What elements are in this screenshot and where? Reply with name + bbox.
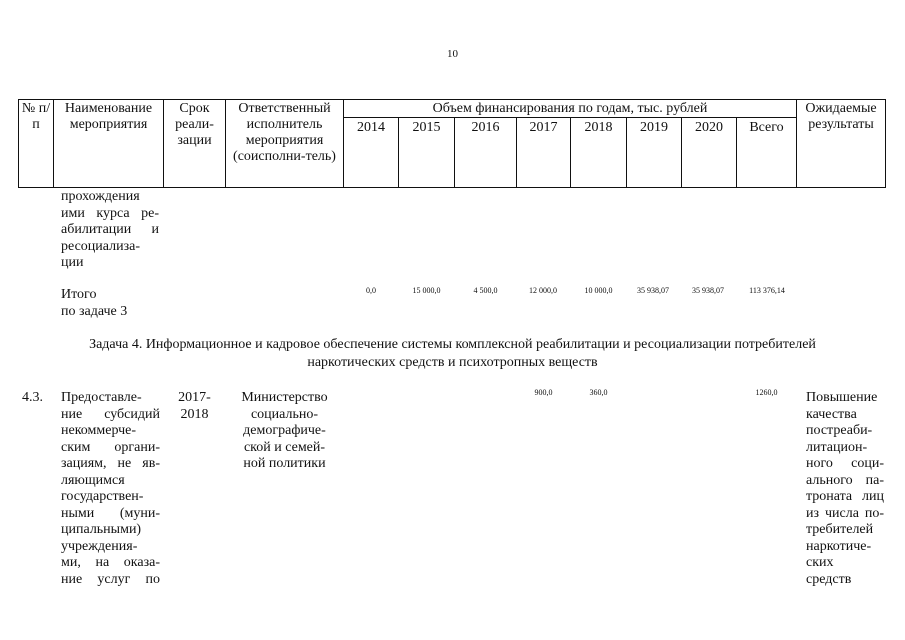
row-name bbox=[61, 390, 160, 588]
row-name-line: ляющимся bbox=[61, 472, 125, 488]
task-4-heading-line: Задача 4. Информационное и кадровое обеспечение системы комплексной реабилитации и ресоциализации потребителей bbox=[89, 337, 816, 352]
row-result-line: наркотиче- bbox=[806, 538, 872, 554]
row-result-line: ного соци- bbox=[806, 456, 884, 471]
row-2018-value: 360,0 bbox=[589, 388, 608, 397]
row-executor bbox=[226, 390, 343, 473]
header-year-2017: 2017 bbox=[529, 120, 558, 135]
row-term-line: 2018 bbox=[180, 406, 209, 422]
task-4-heading bbox=[0, 336, 905, 372]
header-executor: Ответственный исполнитель мероприятия (соисполни-тель) bbox=[233, 101, 336, 164]
row-executor-line: ской и семей- bbox=[243, 439, 326, 455]
row-name-line: Предоставле- bbox=[61, 390, 142, 405]
row-result-line: требителей bbox=[806, 522, 874, 537]
row-2017-value: 900,0 bbox=[534, 388, 553, 397]
row-total-value: 1260,0 bbox=[755, 388, 778, 397]
header-results: Ожидаемые результаты bbox=[805, 101, 877, 132]
row-name-line: государствен- bbox=[61, 489, 144, 504]
row-result-line: из числа по- bbox=[806, 505, 884, 521]
row-result-line: постреаби- bbox=[806, 423, 873, 438]
header-year-2015: 2015 bbox=[412, 120, 441, 135]
total-2018: 10 000,0 bbox=[584, 286, 613, 295]
row-executor-line: ной политики bbox=[243, 456, 326, 471]
row-result-line: средств bbox=[806, 571, 852, 587]
row-number: 4.3. bbox=[22, 390, 43, 405]
row-name-line: учреждения- bbox=[61, 538, 138, 554]
total-2020: 35 938,07 bbox=[692, 286, 724, 295]
row-executor-line: социально- bbox=[250, 406, 319, 422]
continuation-line: ции bbox=[61, 255, 84, 270]
continuation-line: ресоциализа- bbox=[61, 238, 140, 254]
row-term bbox=[164, 390, 225, 423]
total-2016: 4 500,0 bbox=[473, 286, 498, 295]
task-4-heading-line: наркотических средств и психотропных веществ bbox=[307, 355, 598, 370]
header-total: Всего bbox=[749, 120, 784, 135]
total-2014: 0,0 bbox=[366, 286, 376, 295]
continuation-line: прохождения bbox=[61, 189, 140, 204]
header-year-2014: 2014 bbox=[357, 120, 385, 135]
row-result bbox=[806, 390, 884, 588]
row-result-line: качества bbox=[806, 406, 857, 422]
header-year-2018: 2018 bbox=[584, 120, 613, 135]
row-result-line: ских bbox=[806, 555, 834, 570]
row-result-line: литацион- bbox=[806, 439, 868, 455]
row-name-line: ским органи- bbox=[61, 439, 160, 455]
table-header-bottom-border bbox=[18, 187, 885, 188]
col-border bbox=[885, 99, 886, 188]
row-name-line: ние субсидий bbox=[61, 406, 160, 422]
row-name-line: ными (муни- bbox=[61, 505, 160, 521]
row-executor-line: демографиче- bbox=[243, 423, 326, 438]
total-2019: 35 938,07 bbox=[637, 286, 669, 295]
header-name: Наименование мероприятия bbox=[64, 101, 153, 132]
header-term: Срок реали-зации bbox=[175, 101, 214, 148]
row-result-line: ального па- bbox=[806, 472, 884, 488]
total-sum: 113 376,14 bbox=[749, 286, 785, 295]
total-label-line: по задаче 3 bbox=[61, 304, 128, 319]
header-year-2016: 2016 bbox=[471, 120, 500, 135]
total-label bbox=[61, 286, 171, 320]
header-year-2019: 2019 bbox=[640, 120, 668, 135]
row-name-line: некоммерче- bbox=[61, 423, 137, 438]
continuation-line: ими курса ре- bbox=[61, 205, 159, 221]
row-name-line: ние услуг по bbox=[61, 571, 160, 587]
header-num: № п/п bbox=[21, 101, 51, 132]
total-label-line: Итого bbox=[61, 287, 97, 302]
row-name-line: зациям, не яв- bbox=[61, 456, 160, 471]
total-2017: 12 000,0 bbox=[529, 286, 557, 295]
row-name-line: ципальными) bbox=[61, 522, 142, 537]
continuation-text bbox=[61, 189, 159, 272]
row-executor-line: Министерство bbox=[241, 390, 328, 405]
continuation-line: абилитации и bbox=[61, 222, 159, 237]
table-top-border bbox=[18, 99, 885, 100]
row-name-line: ми, на оказа- bbox=[61, 555, 160, 570]
row-result-line: Повышение bbox=[806, 390, 878, 405]
header-year-2020: 2020 bbox=[695, 120, 723, 135]
total-2015: 15 000,0 bbox=[412, 286, 441, 295]
row-result-line: троната лиц bbox=[806, 489, 884, 504]
header-funding-title: Объем финансирования по годам, тыс. рублей bbox=[432, 101, 708, 116]
page-number: 10 bbox=[447, 48, 458, 60]
row-term-line: 2017- bbox=[178, 390, 211, 405]
